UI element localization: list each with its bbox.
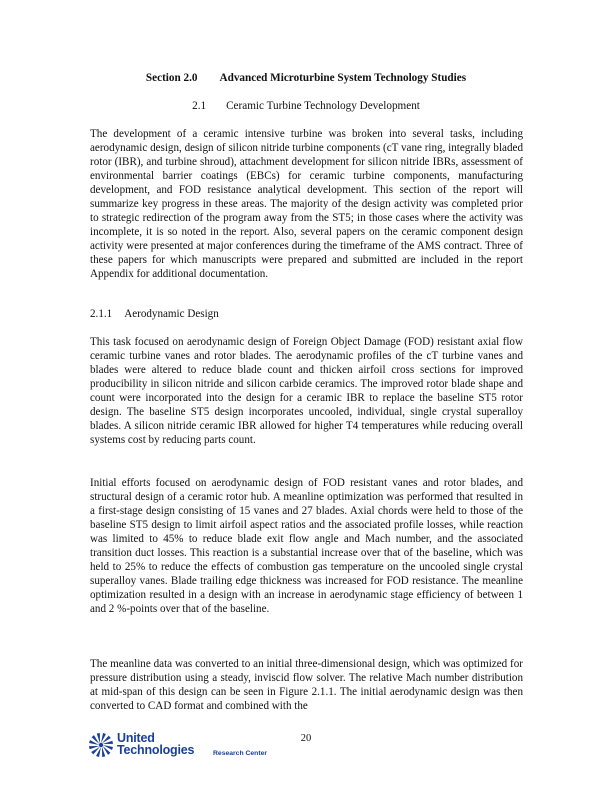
subsubsection-number: 2.1.1 — [90, 308, 113, 320]
footer-logo — [88, 732, 288, 758]
body-paragraph-4: The meanline data was converted to an initial three-dimensional design, which was optimized for pressure distribution using a steady, inviscid flow solver. The relative Mach number distribution at mid-span of this design can be seen in Figure 2.1.1. The initial aerodynamic design was then converted to CAD format and combined with the — [90, 658, 523, 713]
body-paragraph-1: The development of a ceramic intensive turbine was broken into several tasks, including aerodynamic design, design of silicon nitride turbine components (cT vane ring, integrally bladed rotor (IBR), and turbine shroud), attachment development for silicon nitride IBRs, assessment of environmental barrier coatings (EBCs) for ceramic turbine components, manufacturing development, and FOD resistance analytical development. This section of the report will summarize key progress in these areas. The majority of the design activity was completed prior to strategic redirection of the program away from the ST5; in those cases where the activity was incomplete, it is so noted in the report. Also, several papers on the ceramic component design activity were presented at major conferences during the timeframe of the AMS contract. Three of these papers for which manuscripts were prepared and submitted are included in the report Appendix for additional documentation. — [90, 128, 523, 281]
body-paragraph-2: This task focused on aerodynamic design of Foreign Object Damage (FOD) resistant axial flow ceramic turbine vanes and rotor blades. The aerodynamic profiles of the cT turbine vanes and blades were altered to reduce blade count and thicken airfoil cross sections for improved producibility in silicon nitride and silicon carbide ceramics. The improved rotor blade shape and count were incorporated into the design for a ceramic IBR to replace the baseline ST5 rotor design. The baseline ST5 design incorporates uncooled, individual, single crystal superalloy blades. A silicon nitride ceramic IBR allowed for higher T4 temperatures while reducing overall systems cost by reducing parts count. — [90, 336, 523, 447]
body-paragraph-3: Initial efforts focused on aerodynamic design of FOD resistant vanes and rotor blades, and structural design of a ceramic rotor hub. A meanline optimization was performed that resulted in a first-stage design consisting of 15 vanes and 27 blades. Axial chords were held to those of the baseline ST5 design to limit airfoil aspect ratios and the associated profile losses, while reaction was limited to 45% to reduce blade exit flow angle and Mach number, and the associated transition duct losses. This reaction is a substantial increase over that of the baseline, which was held to 25% to reduce the effects of combustion gas temperature on the uncooled single crystal superalloy vanes. Blade trailing edge thickness was increased for FOD resistance. The meanline optimization resulted in a design with an increase in aerodynamic stage efficiency of between 1 and 2 %-points over that of the baseline. — [90, 477, 523, 616]
subsection-heading — [0, 100, 612, 112]
subsubsection-heading — [90, 308, 219, 320]
subsection-title: Ceramic Turbine Technology Development — [226, 100, 420, 112]
section-number: Section 2.0 — [145, 72, 198, 84]
subsection-number: 2.1 — [192, 100, 207, 112]
logo-text-technologies: Technologies — [117, 743, 195, 757]
pinwheel-logo-icon — [88, 732, 114, 758]
page-number: 20 — [300, 733, 312, 744]
logo-text-research-center: Research Center — [213, 750, 268, 757]
subsubsection-title: Aerodynamic Design — [124, 308, 219, 320]
logo-text-united: United — [117, 731, 155, 745]
section-title: Advanced Microturbine System Technology Studies — [219, 72, 467, 84]
section-heading — [0, 72, 612, 84]
